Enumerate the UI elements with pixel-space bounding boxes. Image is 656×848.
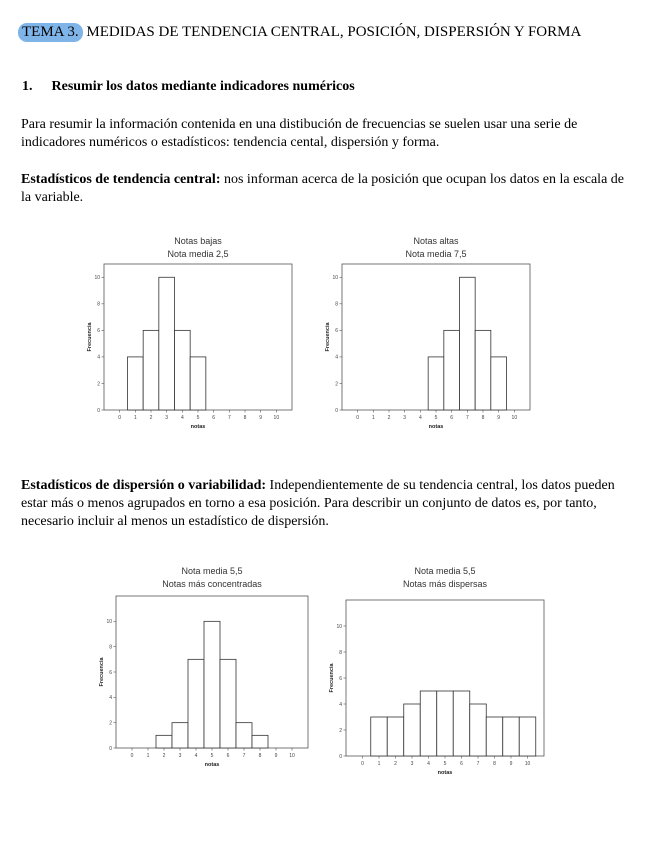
y-tick-label: 8: [109, 644, 112, 651]
x-tick-label: 3: [165, 415, 169, 421]
x-tick-label: 10: [273, 415, 280, 421]
x-tick-label: 0: [356, 415, 360, 421]
histogram-bar: [159, 277, 175, 410]
histogram-bar: [128, 357, 144, 410]
histogram-bar: [190, 357, 206, 410]
dispersion-term: Estadísticos de dispersión o variabilidad:: [21, 478, 267, 493]
histogram-bar: [143, 330, 159, 410]
x-tick-label: 10: [524, 761, 531, 767]
chart-subtitle: Notas más dispersas: [402, 579, 488, 589]
x-tick-label: 2: [394, 761, 397, 767]
x-axis-label: notas: [428, 424, 444, 430]
histogram-bar: [460, 277, 476, 410]
chart-notas-concentradas: [92, 562, 316, 774]
x-tick-label: 1: [371, 415, 375, 421]
histogram-bar: [475, 330, 491, 410]
chart-notas-bajas: [84, 232, 300, 436]
x-tick-label: 5: [210, 753, 214, 759]
x-tick-label: 4: [194, 753, 198, 759]
histogram-bar: [387, 717, 404, 756]
x-tick-label: 2: [162, 753, 166, 759]
y-tick-label: 10: [332, 275, 338, 282]
x-axis-label: notas: [437, 770, 453, 776]
y-tick-label: 6: [97, 328, 100, 335]
x-tick-label: 0: [361, 761, 364, 767]
x-tick-label: 8: [493, 761, 496, 767]
x-tick-label: 9: [497, 415, 501, 421]
x-tick-label: 5: [434, 415, 438, 421]
chart-title: Nota media 5,5: [181, 566, 243, 576]
chart-subtitle: Nota media 7,5: [405, 249, 467, 259]
y-tick-label: 8: [335, 301, 338, 308]
x-tick-label: 4: [427, 761, 430, 767]
histogram-bar: [470, 704, 487, 756]
x-tick-label: 6: [460, 761, 463, 767]
histogram-bar: [252, 735, 268, 748]
y-tick-label: 10: [336, 623, 342, 630]
histogram-bar: [428, 357, 444, 410]
x-tick-label: 7: [242, 753, 246, 759]
y-tick-label: 2: [109, 720, 112, 727]
y-tick-label: 2: [335, 381, 338, 388]
x-tick-label: 6: [212, 415, 216, 421]
x-tick-label: 2: [387, 415, 391, 421]
notas-concentradas-chart-body: [99, 566, 308, 768]
x-axis-label: notas: [190, 424, 206, 430]
y-tick-label: 4: [335, 354, 338, 361]
histogram-bar: [172, 723, 188, 748]
y-tick-label: 4: [109, 695, 112, 702]
x-tick-label: 7: [227, 415, 231, 421]
histogram-bar: [404, 704, 421, 756]
x-tick-label: 9: [509, 761, 513, 767]
y-tick-label: 0: [109, 745, 112, 752]
histogram-bar: [156, 735, 172, 748]
histogram-bar: [236, 723, 252, 748]
chart-subtitle: Nota media 2,5: [167, 249, 229, 259]
histogram-bar: [175, 330, 191, 410]
y-axis-label: Frecuencia: [325, 322, 331, 352]
x-tick-label: 1: [133, 415, 137, 421]
x-tick-label: 9: [259, 415, 263, 421]
y-tick-label: 6: [335, 328, 338, 335]
chart-title: Notas altas: [413, 236, 459, 246]
y-axis-label: Frecuencia: [329, 663, 335, 693]
histogram-bar: [486, 717, 503, 756]
x-tick-label: 1: [377, 761, 381, 767]
x-tick-label: 8: [243, 415, 247, 421]
x-tick-label: 4: [418, 415, 422, 421]
y-tick-label: 0: [339, 753, 342, 760]
y-tick-label: 4: [339, 701, 342, 708]
y-tick-label: 2: [97, 381, 100, 388]
section-title: Resumir los datos mediante indicadores numéricos: [51, 79, 355, 94]
histogram-bar: [519, 717, 536, 756]
histogram-bar: [453, 691, 470, 756]
x-tick-label: 5: [196, 415, 200, 421]
x-tick-label: 6: [450, 415, 454, 421]
histogram-bar: [420, 691, 437, 756]
x-tick-label: 1: [146, 753, 150, 759]
x-tick-label: 9: [274, 753, 278, 759]
y-axis-label: Frecuencia: [99, 657, 105, 687]
y-tick-label: 4: [97, 354, 100, 361]
histogram-bar: [220, 659, 236, 748]
histogram-bar: [437, 691, 454, 756]
histogram-bar: [491, 357, 507, 410]
document-title: [18, 24, 581, 41]
chart-notas-altas: [322, 232, 538, 436]
y-tick-label: 2: [339, 727, 342, 734]
x-tick-label: 2: [149, 415, 153, 421]
dispersion-text: Independientemente de su tendencia central, los datos pueden estar más o menos agrupados en torno a esa posición. Para describir un conjunto de datos es, por tanto, necesario incluir al menos un estadístico de dispersión.: [21, 478, 615, 529]
histogram-bar: [444, 330, 460, 410]
y-tick-label: 8: [97, 301, 100, 308]
y-tick-label: 10: [106, 619, 112, 626]
histogram-bar: [503, 717, 520, 756]
chart-notas-dispersas: [324, 562, 548, 778]
x-tick-label: 6: [226, 753, 230, 759]
y-tick-label: 8: [339, 649, 342, 656]
central-text: nos informan acerca de la posición que ocupan los datos en la escala de la variable.: [21, 172, 624, 205]
x-tick-label: 0: [118, 415, 122, 421]
y-tick-label: 6: [339, 675, 342, 682]
section-number: 1.: [22, 79, 33, 94]
section-heading: [22, 79, 355, 95]
x-tick-label: 3: [410, 761, 414, 767]
notas-altas-chart-body: [325, 236, 530, 430]
histogram-bar: [371, 717, 388, 756]
x-tick-label: 3: [403, 415, 407, 421]
x-tick-label: 10: [511, 415, 518, 421]
x-tick-label: 5: [443, 761, 447, 767]
x-tick-label: 3: [178, 753, 182, 759]
notas-bajas-chart-body: [87, 236, 292, 430]
y-tick-label: 6: [109, 669, 112, 676]
x-tick-label: 7: [476, 761, 480, 767]
tema-label: TEMA 3.: [18, 23, 83, 42]
dispersion-paragraph: [21, 477, 636, 531]
x-tick-label: 8: [258, 753, 262, 759]
intro-paragraph: Para resumir la información contenida en una distibución de frecuencias se suelen usar una serie de indicadores numéricos o estadísticos: tendencia cental, dispersión y forma.: [21, 117, 578, 150]
x-axis-label: notas: [204, 762, 220, 768]
x-tick-label: 8: [481, 415, 485, 421]
y-tick-label: 0: [97, 407, 100, 414]
central-tendency-paragraph: [21, 171, 636, 207]
y-axis-label: Frecuencia: [87, 322, 93, 352]
x-tick-label: 7: [465, 415, 469, 421]
title-text: MEDIDAS DE TENDENCIA CENTRAL, POSICIÓN, DISPERSIÓN Y FORMA: [86, 24, 582, 40]
chart-title: Notas bajas: [174, 236, 222, 246]
x-tick-label: 0: [130, 753, 134, 759]
chart-subtitle: Notas más concentradas: [162, 579, 262, 589]
x-tick-label: 10: [289, 753, 295, 759]
y-tick-label: 10: [94, 275, 100, 282]
central-term: Estadísticos de tendencia central:: [21, 172, 221, 187]
y-tick-label: 0: [335, 407, 338, 414]
chart-title: Nota media 5,5: [414, 566, 476, 576]
histogram-bar: [204, 621, 220, 748]
notas-dispersas-chart-body: [329, 566, 544, 776]
histogram-bar: [188, 659, 204, 748]
x-tick-label: 4: [180, 415, 184, 421]
